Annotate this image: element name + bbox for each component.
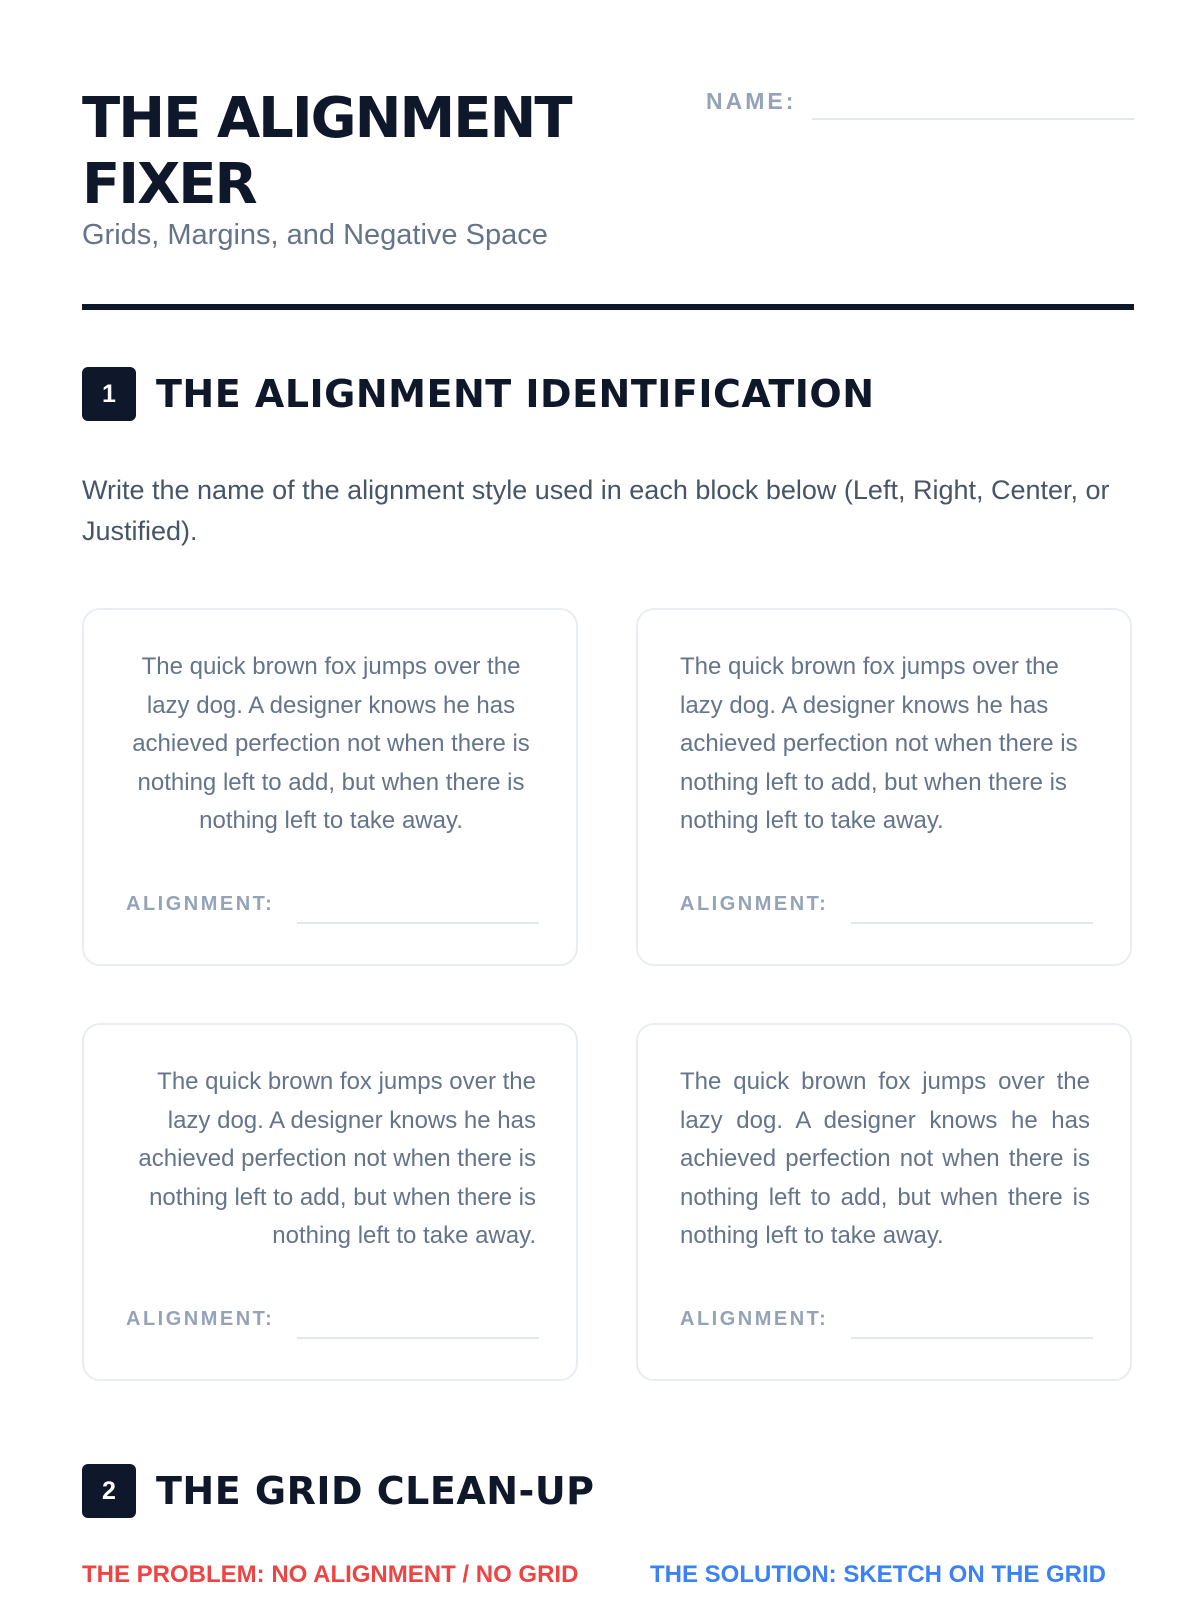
- section-1-instructions: Write the name of the alignment style used in each block below (Left, Right, Center, or Justified).: [82, 475, 1110, 546]
- alignment-card-4: [636, 1023, 1132, 1381]
- card-3-sample-text: The quick brown fox jumps over the lazy dog. A designer knows he has achieved perfection not when there is nothing left to add, but when there is nothing left to take away.: [138, 1068, 536, 1249]
- worksheet-subtitle: Grids, Margins, and Negative Space: [82, 219, 548, 251]
- header-divider: [82, 304, 1134, 310]
- card-1-sample-text: The quick brown fox jumps over the lazy dog. A designer knows he has achieved perfection not when there is nothing left to add, but when there is nothing left to take away.: [132, 653, 530, 834]
- section-1-title: THE ALIGNMENT IDENTIFICATION: [156, 372, 875, 416]
- card-1-answer-line[interactable]: [297, 922, 539, 924]
- card-3-alignment-label: ALIGNMENT:: [126, 1308, 275, 1330]
- worksheet-title: THE ALIGNMENT FIXER: [82, 86, 571, 217]
- section-1-heading: [82, 367, 875, 421]
- card-4-sample-text: The quick brown fox jumps over the lazy dog. A designer knows he has achieved perfection not when there is nothing left to add, but when there is nothing left to take away.: [680, 1068, 1090, 1249]
- card-3-answer-line[interactable]: [297, 1337, 539, 1339]
- card-2-sample-text: The quick brown fox jumps over the lazy dog. A designer knows he has achieved perfection not when there is nothing left to add, but when there is nothing left to take away.: [680, 653, 1078, 834]
- card-4-alignment-label: ALIGNMENT:: [680, 1308, 829, 1330]
- card-4-answer-line[interactable]: [851, 1337, 1093, 1339]
- section-2-heading: [82, 1464, 595, 1518]
- section-2-number-badge: 2: [82, 1464, 136, 1518]
- name-label: NAME:: [706, 88, 797, 114]
- card-2-alignment-label: ALIGNMENT:: [680, 893, 829, 915]
- solution-label: THE SOLUTION: SKETCH ON THE GRID: [650, 1561, 1106, 1588]
- name-field-line[interactable]: [812, 118, 1134, 120]
- card-1-alignment-label: ALIGNMENT:: [126, 893, 275, 915]
- alignment-card-1: [82, 608, 578, 966]
- alignment-card-2: [636, 608, 1132, 966]
- section-2-title: THE GRID CLEAN-UP: [156, 1469, 595, 1513]
- problem-label: THE PROBLEM: NO ALIGNMENT / NO GRID: [82, 1561, 579, 1588]
- alignment-card-3: [82, 1023, 578, 1381]
- card-2-answer-line[interactable]: [851, 922, 1093, 924]
- section-1-number-badge: 1: [82, 367, 136, 421]
